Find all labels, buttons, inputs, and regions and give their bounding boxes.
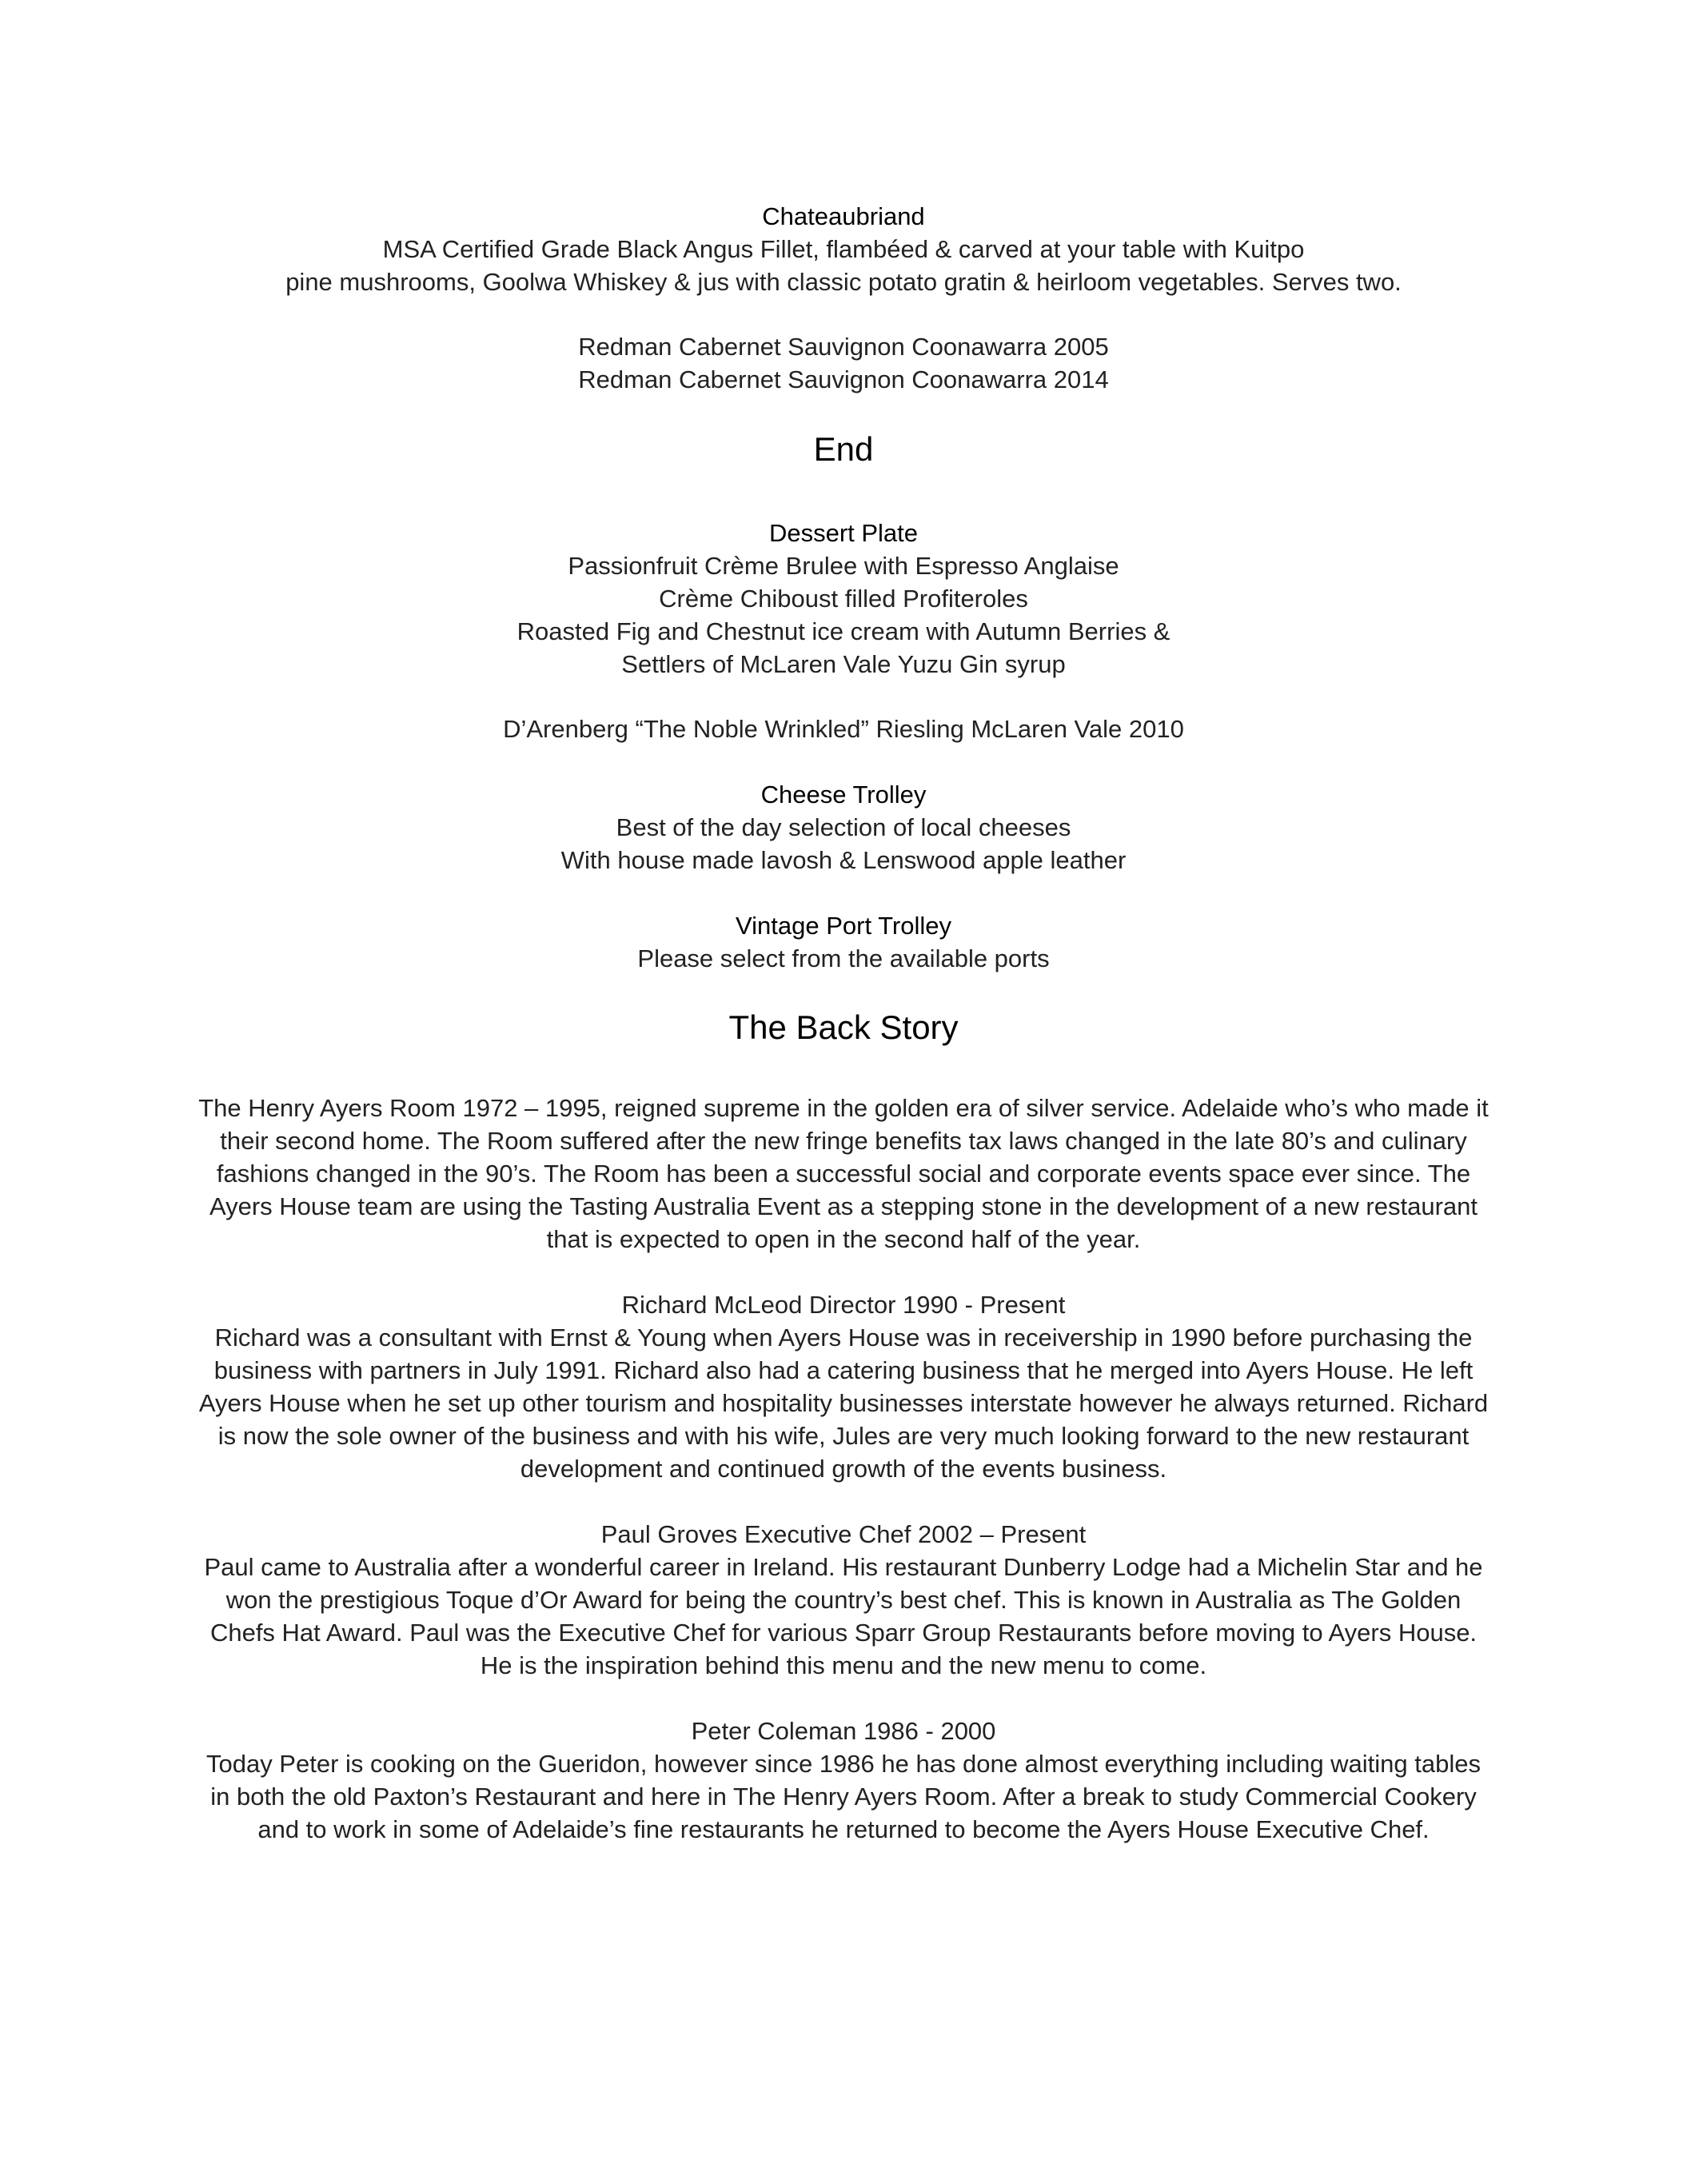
cheese-trolley-title: Cheese Trolley — [760, 781, 927, 809]
wine-pairing-2: Redman Cabernet Sauvignon Coonawarra 2014 — [578, 365, 1109, 393]
dessert-plate-title: Dessert Plate — [768, 519, 919, 547]
chateaubriand-wine-pairing — [0, 330, 1687, 396]
chateaubriand-title: Chateaubriand — [762, 202, 925, 230]
peter-section — [196, 1715, 1491, 1846]
dessert-item-1: Passionfruit Crème Brulee with Espresso Anglaise — [568, 552, 1119, 580]
chateaubriand-description-line-1: MSA Certified Grade Black Angus Fillet, flambéed & carved at your table with Kuitpo — [382, 235, 1305, 263]
end-section-heading-wrap — [0, 429, 1687, 470]
back-story-intro-text: The Henry Ayers Room 1972 – 1995, reigned supreme in the golden era of silver service. Adelaide who’s who made it their second home. The Room suffered after the new fringe benefits tax laws changed in the late 80’s and culinary fashions changed in the 90’s. The Room has been a successful social and corporate events space ever since. The Ayers House team are using the Tasting Australia Event as a stepping stone in the development of a new restaurant that is expected to open in the second half of the year. — [198, 1094, 1489, 1253]
dessert-item-2: Crème Chiboust filled Profiteroles — [659, 585, 1028, 613]
port-trolley-title: Vintage Port Trolley — [736, 912, 951, 940]
paul-title: Paul Groves Executive Chef 2002 – Present — [600, 1520, 1087, 1548]
paul-section — [196, 1518, 1491, 1682]
cheese-trolley-section — [0, 778, 1687, 876]
dessert-item-3: Roasted Fig and Chestnut ice cream with Autumn Berries & — [516, 617, 1171, 645]
back-story-heading: The Back Story — [728, 1008, 959, 1046]
dessert-wine: D’Arenberg “The Noble Wrinkled” Riesling McLaren Vale 2010 — [503, 715, 1184, 743]
chateaubriand-section — [0, 200, 1687, 298]
back-story-intro — [196, 1092, 1491, 1256]
port-trolley-section — [0, 909, 1687, 975]
dessert-item-4: Settlers of McLaren Vale Yuzu Gin syrup — [621, 650, 1066, 678]
richard-bio: Richard was a consultant with Ernst & Young when Ayers House was in receivership in 1990 before purchasing the business with partners in July 1991. Richard also had a catering business that he merged into Ayers House. He left Ayers House when he set up other tourism and hospitality businesses interstate however he always returned. Richard is now the sole owner of the business and with his wife, Jules are very much looking forward to the new restaurant development and continued growth of the events business. — [198, 1324, 1489, 1483]
paul-bio: Paul came to Australia after a wonderful career in Ireland. His restaurant Dunberry Lodge had a Michelin Star and he won the prestigious Toque d’Or Award for being the country’s best chef. This is known in Australia as The Golden Chefs Hat Award. Paul was the Executive Chef for various Sparr Group Restaurants before moving to Ayers House. He is the inspiration behind this menu and the new menu to come. — [204, 1553, 1483, 1679]
wine-pairing-1: Redman Cabernet Sauvignon Coonawarra 2005 — [578, 333, 1109, 361]
dessert-wine-pairing — [0, 713, 1687, 745]
cheese-trolley-line-1: Best of the day selection of local cheeses — [616, 813, 1071, 841]
chateaubriand-description-line-2: pine mushrooms, Goolwa Whiskey & jus with classic potato gratin & heirloom vegetables. Serves two. — [285, 268, 1402, 296]
back-story-heading-wrap — [0, 1007, 1687, 1048]
cheese-trolley-line-2: With house made lavosh & Lenswood apple leather — [560, 846, 1127, 874]
peter-title: Peter Coleman 1986 - 2000 — [691, 1717, 996, 1745]
peter-bio: Today Peter is cooking on the Gueridon, however since 1986 he has done almost everything including waiting tables in both the old Paxton’s Restaurant and here in The Henry Ayers Room. After a break to study Commercial Cookery and to work in some of Adelaide’s fine restaurants he returned to become the Ayers House Executive Chef. — [205, 1750, 1482, 1843]
richard-title: Richard McLeod Director 1990 - Present — [621, 1291, 1066, 1319]
richard-section — [196, 1288, 1491, 1485]
port-trolley-line-1: Please select from the available ports — [637, 944, 1050, 972]
end-section-heading: End — [813, 430, 874, 468]
dessert-plate-section — [0, 517, 1687, 681]
